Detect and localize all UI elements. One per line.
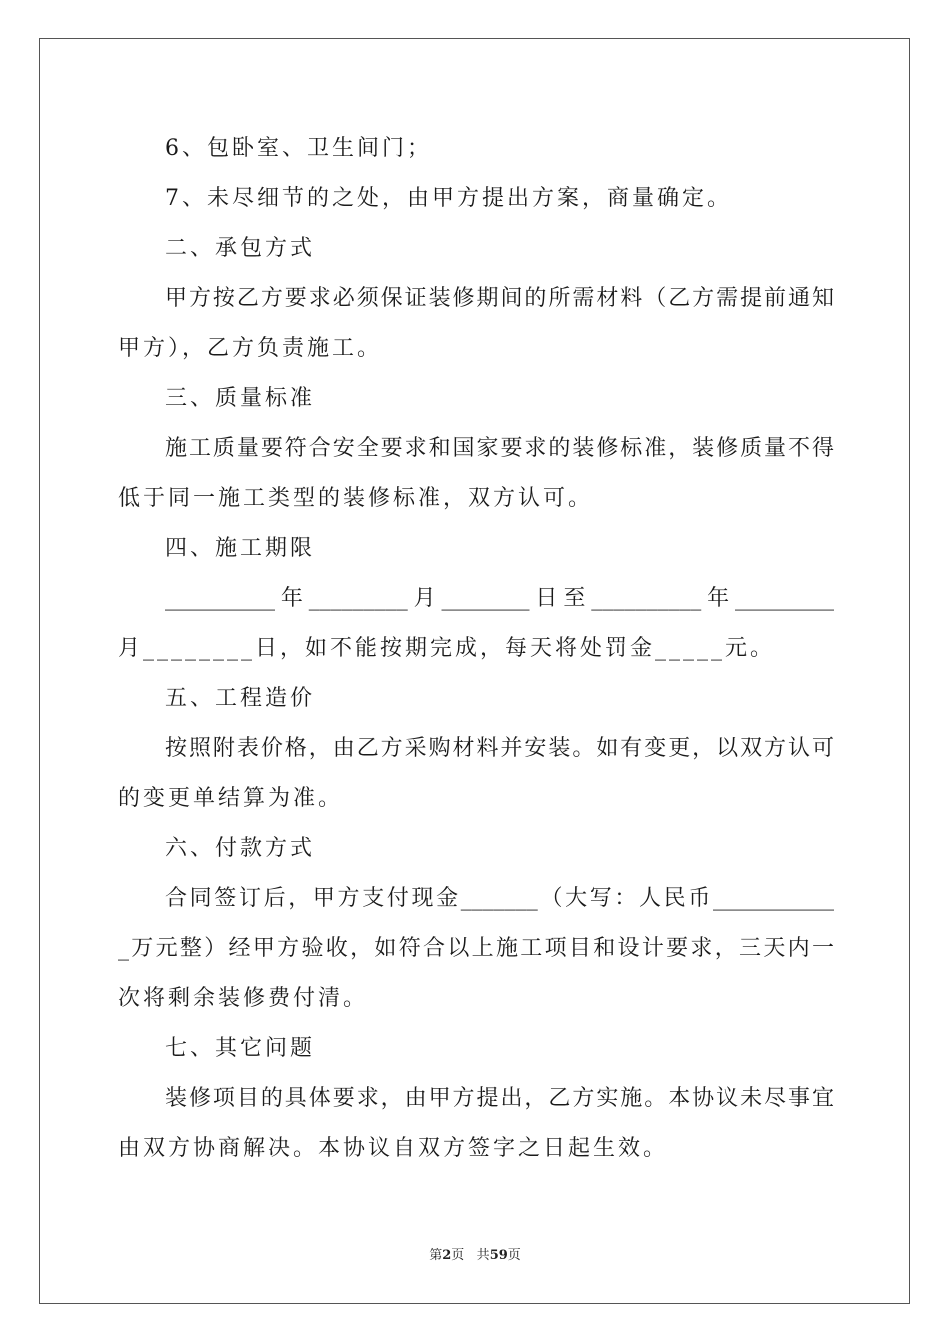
section-heading-project-cost: 五、工程造价: [165, 686, 316, 711]
paragraph-line: 低于同一施工类型的装修标准，双方认可。: [118, 486, 594, 511]
list-item-7: 7、未尽细节的之处，由甲方提出方案，商量确定。: [165, 186, 732, 211]
paragraph-line: __________年_________月________日至__________年_________: [165, 586, 834, 611]
section-heading-quality-standard: 三、质量标准: [165, 386, 316, 411]
page-number: 2: [442, 1248, 452, 1263]
section-heading-payment-method: 六、付款方式: [165, 836, 316, 861]
paragraph-line: 由双方协商解决。本协议自双方签字之日起生效。: [118, 1136, 669, 1161]
paragraph-line: 甲方按乙方要求必须保证装修期间的所需材料（乙方需提前通知: [165, 286, 834, 311]
paragraph-line: 施工质量要符合安全要求和国家要求的装修标准，装修质量不得: [165, 436, 834, 461]
paragraph-line: 装修项目的具体要求，由甲方提出，乙方实施。本协议未尽事宜: [165, 1086, 834, 1111]
paragraph-line: _万元整）经甲方验收，如符合以上施工项目和设计要求，三天内一: [118, 936, 834, 961]
page-footer: [0, 1244, 950, 1263]
paragraph-line: 按照附表价格，由乙方采购材料并安装。如有变更，以双方认可: [165, 736, 834, 761]
document-body: [118, 124, 834, 1174]
total-prefix: 共: [476, 1248, 490, 1263]
paragraph-line: 的变更单结算为准。: [118, 786, 344, 811]
total-pages: 59: [489, 1248, 508, 1263]
page-suffix: 页: [451, 1248, 465, 1263]
section-heading-contract-method: 二、承包方式: [165, 236, 316, 261]
paragraph-line: 次将剩余装修费付清。: [118, 986, 369, 1011]
page-prefix: 第: [429, 1248, 443, 1263]
paragraph-line: 甲方），乙方负责施工。: [118, 336, 383, 361]
total-suffix: 页: [507, 1248, 521, 1263]
paragraph-line: 合同签订后，甲方支付现金_______（大写：人民币___________: [165, 886, 834, 911]
section-heading-other-issues: 七、其它问题: [165, 1036, 316, 1061]
section-heading-construction-period: 四、施工期限: [165, 536, 316, 561]
list-item-6: 6、包卧室、卫生间门；: [165, 136, 432, 161]
paragraph-line: 月________日，如不能按期完成，每天将处罚金_____元。: [118, 636, 776, 661]
